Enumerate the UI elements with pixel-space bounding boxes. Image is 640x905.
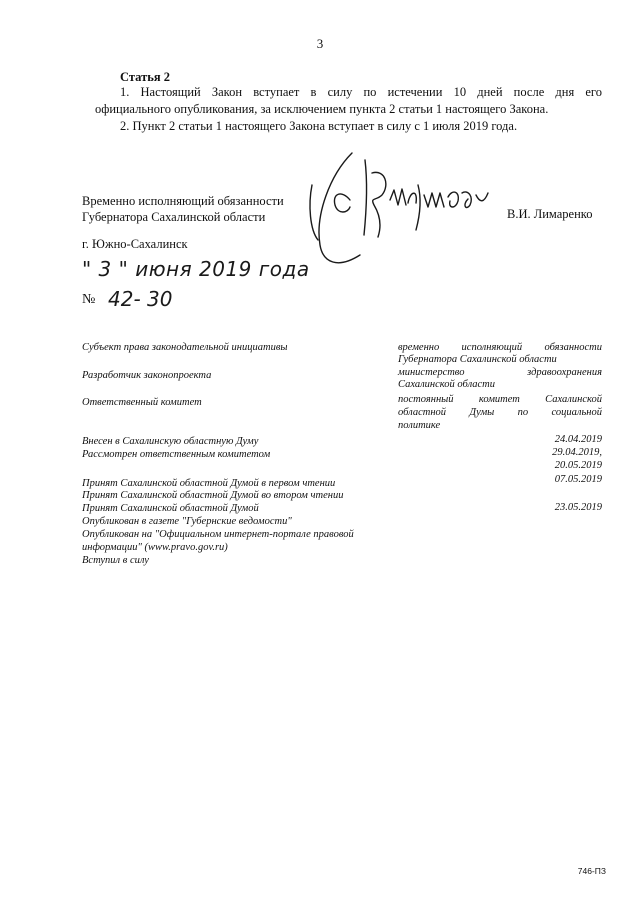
meta-submitted-label: Внесен в Сахалинскую областную Думу — [82, 436, 259, 447]
meta-developer-value-line-2: Сахалинской области — [398, 379, 496, 390]
meta-adopted-label: Принят Сахалинской областной Думой — [82, 503, 259, 514]
meta-committee-value-line-2: областной Думы по социальной — [398, 407, 602, 418]
meta-first-reading-date: 07.05.2019 — [554, 474, 602, 485]
meta-adopted-date: 23.05.2019 — [554, 502, 602, 513]
meta-published-portal-label-line-2: информации" (www.pravo.gov.ru) — [82, 542, 228, 553]
handwritten-signature — [290, 145, 500, 275]
place-of-signing: г. Южно-Сахалинск — [82, 237, 188, 251]
signatory-title-line-2: Губернатора Сахалинской области — [82, 210, 266, 224]
signatory-name: В.И. Лимаренко — [507, 207, 593, 221]
page-number: 3 — [316, 36, 324, 51]
article-paragraph-1-line-1: 1. Настоящий Закон вступает в силу по истечении 10 дней после дня его — [120, 85, 602, 99]
meta-first-reading-label: Принят Сахалинской областной Думой в первом чтении — [82, 478, 336, 489]
meta-developer-label: Разработчик законопроекта — [82, 370, 212, 381]
document-code: 746-ПЗ — [577, 866, 606, 876]
meta-committee-value-line-3: политике — [398, 420, 441, 431]
meta-committee-label: Ответственный комитет — [82, 397, 202, 408]
article-paragraph-1-line-2: официального опубликования, за исключением пункта 2 статьи 1 настоящего Закона. — [95, 102, 549, 116]
meta-considered-label: Рассмотрен ответственным комитетом — [82, 449, 271, 460]
meta-considered-date-2: 20.05.2019 — [554, 460, 602, 471]
meta-initiative-subject-label: Субъект права законодательной инициативы — [82, 342, 288, 353]
signatory-title — [82, 193, 284, 225]
meta-submitted-date: 24.04.2019 — [554, 434, 602, 445]
meta-subject-value-line-1: временно исполняющий обязанности — [398, 342, 602, 353]
meta-published-newspaper-label: Опубликован в газете "Губернские ведомости" — [82, 516, 292, 527]
meta-considered-date-1: 29.04.2019, — [552, 447, 602, 458]
meta-developer-value-line-1: министерство здравоохранения — [398, 367, 602, 378]
meta-committee-value-line-1: постоянный комитет Сахалинской — [398, 394, 602, 405]
law-number-label: № — [82, 292, 96, 307]
meta-second-reading-label: Принят Сахалинской областной Думой во втором чтении — [82, 490, 344, 501]
meta-subject-value-line-2: Губернатора Сахалинской области — [398, 354, 557, 365]
article-paragraph-2: 2. Пункт 2 статьи 1 настоящего Закона вступает в силу с 1 июля 2019 года. — [120, 119, 518, 133]
article-title: Статья 2 — [120, 70, 170, 84]
meta-in-force-label: Вступил в силу — [82, 555, 149, 566]
handwritten-law-number: 42- 30 — [108, 287, 173, 311]
signatory-title-line-1: Временно исполняющий обязанности — [82, 194, 284, 208]
handwritten-date: " 3 " июня 2019 года — [82, 257, 310, 281]
meta-published-portal-label-line-1: Опубликован на "Официальном интернет-портале правовой — [82, 529, 354, 540]
